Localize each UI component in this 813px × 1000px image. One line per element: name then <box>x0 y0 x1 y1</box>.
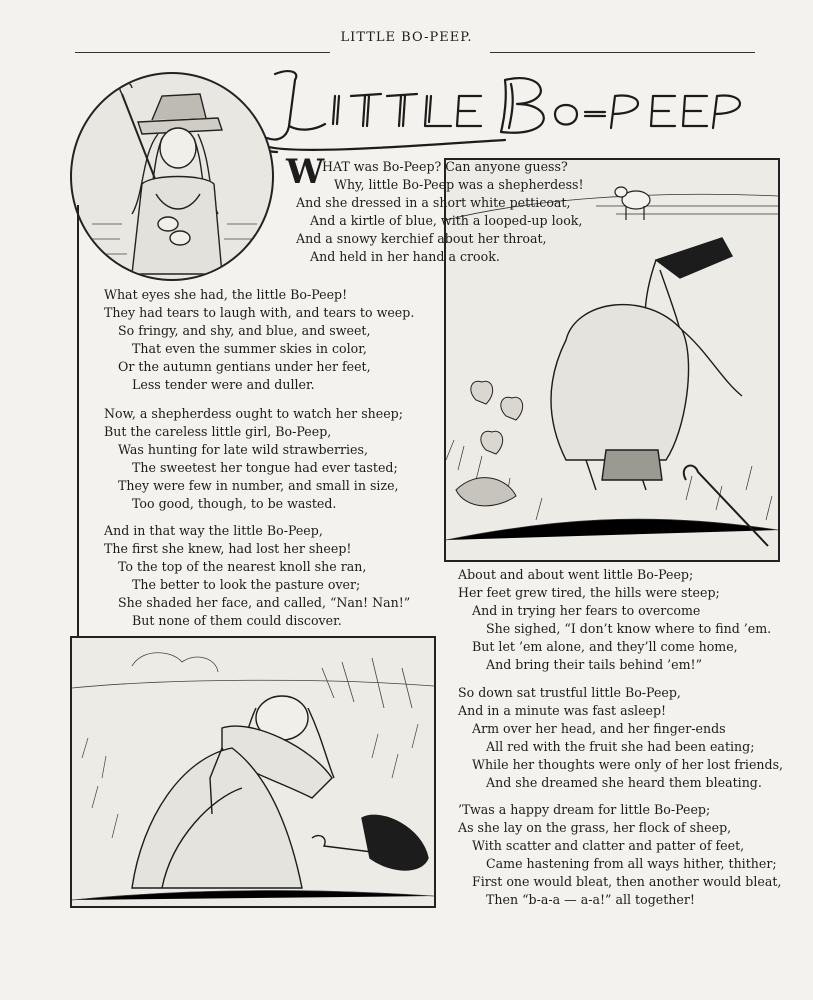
stanza-line: And in that way the little Bo-Peep, <box>104 523 323 538</box>
header-rule-right <box>490 52 755 53</box>
stanza-line: But the careless little girl, Bo-Peep, <box>104 424 332 440</box>
stanza-line: And in trying her fears to overcome <box>472 603 701 619</box>
stanza-4 <box>104 522 410 631</box>
stanza-line: They were few in number, and small in size, <box>118 478 399 494</box>
stanza-line: Or the autumn gentians under her feet, <box>118 359 371 375</box>
stanza-line: They had tears to laugh with, and tears to weep. <box>104 305 415 321</box>
stanza-line: And in a minute was fast asleep! <box>458 703 667 719</box>
drop-cap: W <box>286 152 325 192</box>
stanza-line: While her thoughts were only of her lost friends, <box>472 757 784 773</box>
stanza-2 <box>104 286 414 395</box>
stanza-line: She sighed, “I don’t know where to find ’em. <box>486 621 772 637</box>
stanza-line: The sweetest her tongue had ever tasted; <box>132 460 398 476</box>
stanza-line: First one would bleat, then another would bleat, <box>472 874 782 890</box>
ornamental-title <box>255 66 755 156</box>
stanza-line: But none of them could discover. <box>132 613 342 629</box>
stanza-line: The first she knew, had lost her sheep! <box>104 541 352 557</box>
stanza-line: And bring their tails behind ’em!” <box>486 657 703 673</box>
stanza-3 <box>104 405 403 514</box>
stanza-line: Her feet grew tired, the hills were steep; <box>458 585 720 601</box>
ornamental-title-art <box>255 66 755 156</box>
stanza-line: About and about went little Bo-Peep; <box>458 567 694 582</box>
stanza-line: Now, a shepherdess ought to watch her sheep; <box>104 406 403 421</box>
sleeping-bo-peep-illustration <box>70 636 436 908</box>
stanza-line: But let ’em alone, and they’ll come home, <box>472 639 738 655</box>
stanza-6 <box>458 684 783 793</box>
stanza-line: Came hastening from all ways hither, thither; <box>486 856 777 872</box>
stanza-line: And a snowy kerchief about her throat, <box>296 231 547 247</box>
stanza-line: And a kirtle of blue, with a looped-up look, <box>310 213 583 229</box>
stanza-line: The better to look the pasture over; <box>132 577 361 593</box>
stanza-line: As she lay on the grass, her flock of sheep, <box>458 820 732 836</box>
stanza-7 <box>458 801 781 910</box>
stanza-line: Too good, though, to be wasted. <box>132 496 337 512</box>
stanza-line: Why, little Bo-Peep was a shepherdess! <box>334 177 584 193</box>
stanza-line: And she dressed in a short white petticoat, <box>296 195 571 211</box>
stanza-line: Arm over her head, and her finger-ends <box>472 721 726 737</box>
stanza-line: To the top of the nearest knoll she ran, <box>118 559 367 575</box>
stanza-line: So fringy, and shy, and blue, and sweet, <box>118 323 371 339</box>
stanza-line: That even the summer skies in color, <box>132 341 367 357</box>
stanza-line: Then “b-a-a — a-a!” all together! <box>486 892 695 908</box>
stanza-line: ’Twas a happy dream for little Bo-Peep; <box>458 802 711 817</box>
stanza-line: HAT was Bo-Peep? Can anyone guess? <box>322 159 568 174</box>
stanza-line: With scatter and clatter and patter of feet, <box>472 838 745 854</box>
stanza-line: So down sat trustful little Bo-Peep, <box>458 685 681 700</box>
stanza-line: Less tender were and duller. <box>132 377 315 393</box>
stanza-5 <box>458 566 771 675</box>
header-rule-left <box>75 52 330 53</box>
stanza-line: And held in her hand a crook. <box>310 249 500 265</box>
stanza-line: She shaded her face, and called, “Nan! Nan!” <box>118 595 411 611</box>
running-head: LITTLE BO-PEEP. <box>340 30 473 45</box>
portrait-illustration <box>72 74 272 279</box>
sleeping-scene <box>72 638 434 906</box>
bo-peep-portrait-vignette <box>70 72 274 281</box>
stanza-line: What eyes she had, the little Bo-Peep! <box>104 287 348 302</box>
stanza-line: And she dreamed she heard them bleating. <box>486 775 762 791</box>
stanza-1 <box>296 158 584 267</box>
stanza-line: All red with the fruit she had been eating; <box>486 739 755 755</box>
stanza-line: Was hunting for late wild strawberries, <box>118 442 368 458</box>
